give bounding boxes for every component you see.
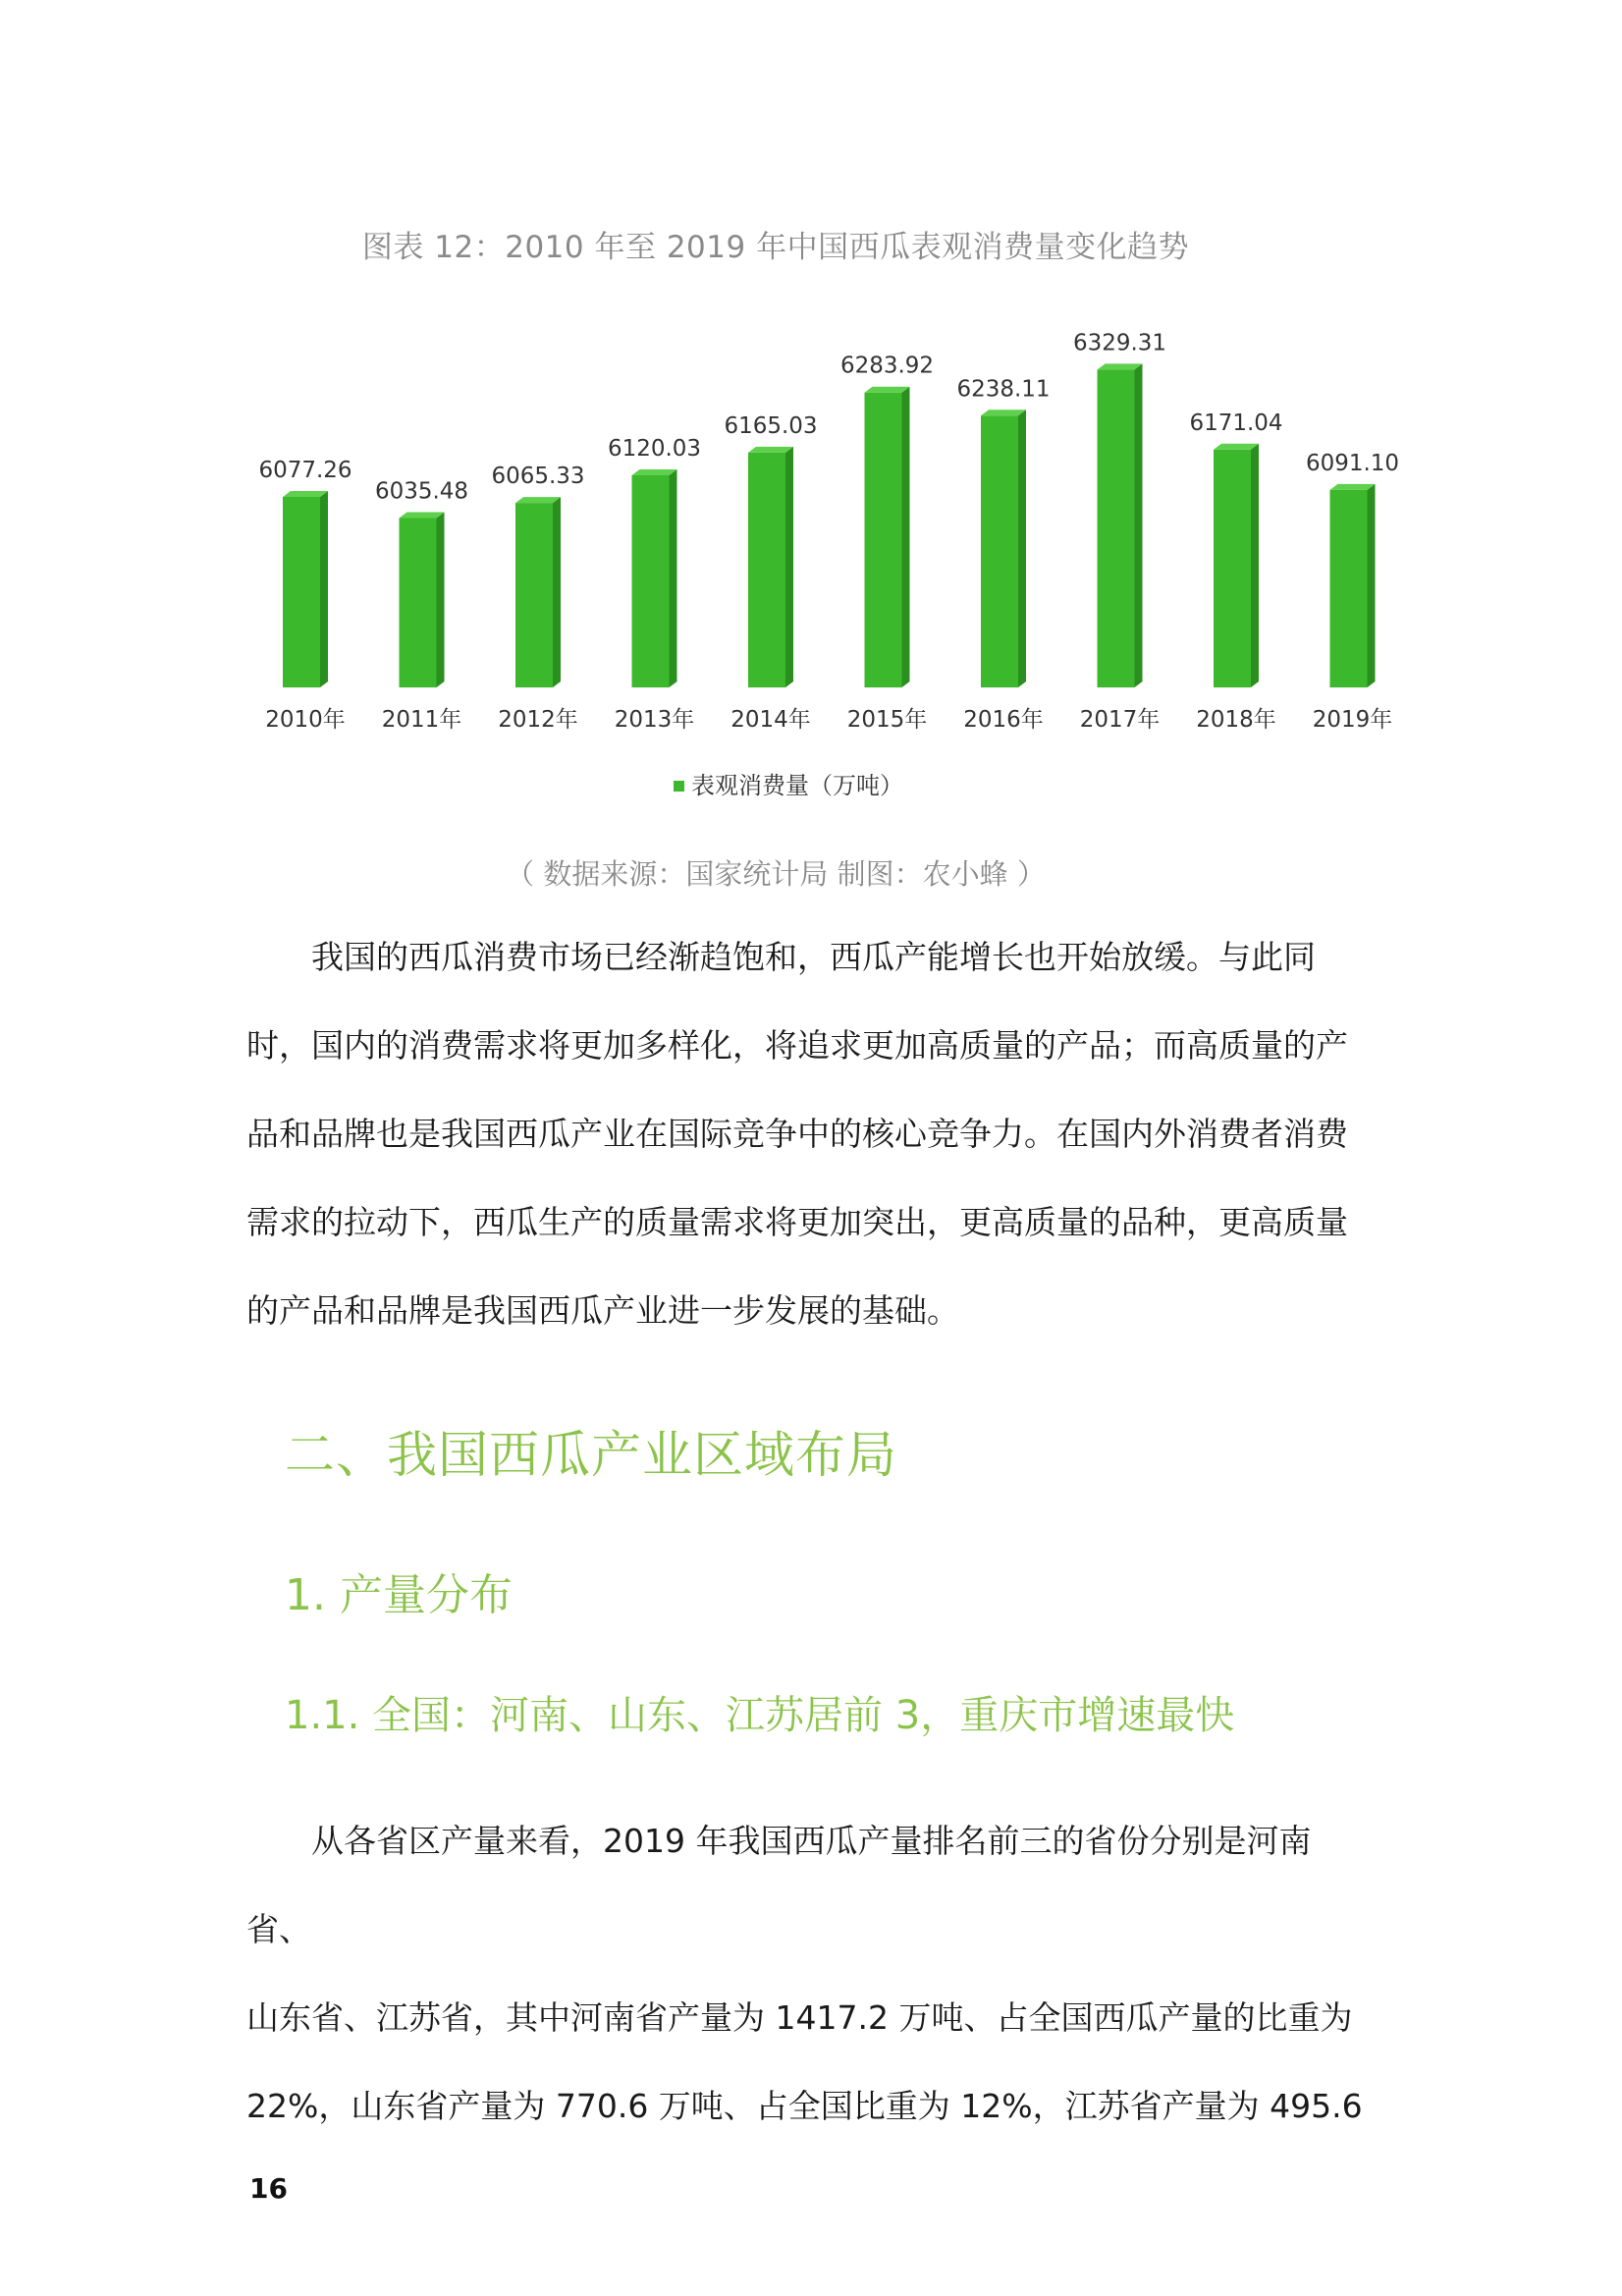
bar-side xyxy=(437,512,445,687)
data-label: 6329.31 xyxy=(1072,330,1167,356)
bar xyxy=(1330,490,1368,687)
x-tick-label: 2017年 xyxy=(1079,707,1161,733)
bar-side xyxy=(320,491,328,687)
bar xyxy=(283,497,320,687)
bar xyxy=(400,518,437,687)
bar-side xyxy=(1251,444,1259,687)
bar-side xyxy=(785,447,793,687)
x-tick-label: 2011年 xyxy=(381,707,462,733)
bar-chart xyxy=(236,295,1414,825)
paragraph-2 xyxy=(246,1797,1376,2151)
bar-top xyxy=(748,447,793,453)
bar-side xyxy=(553,497,561,687)
chart-legend xyxy=(674,772,903,799)
bar xyxy=(865,393,902,687)
bar-top xyxy=(981,410,1026,415)
legend-label: 表观消费量（万吨） xyxy=(691,772,903,799)
bar-top xyxy=(1098,363,1143,369)
bar-top xyxy=(632,469,677,475)
paragraph-line: 从各省区产量来看，2019 年我国西瓜产量排名前三的省份分别是河南省、 xyxy=(246,1822,1312,1948)
paragraph-line: 品和品牌也是我国西瓜产业在国际竞争中的核心竞争力。在国内外消费者消费 xyxy=(246,1115,1348,1153)
x-tick-label: 2010年 xyxy=(265,707,346,733)
bar xyxy=(632,475,670,687)
bar-side xyxy=(670,469,677,687)
data-label: 6077.26 xyxy=(258,457,352,483)
data-label: 6238.11 xyxy=(956,376,1051,403)
paragraph-line: 时，国内的消费需求将更加多样化，将追求更加高质量的产品；而高质量的产 xyxy=(246,1026,1348,1065)
legend-swatch xyxy=(674,781,684,792)
x-tick-label: 2019年 xyxy=(1312,707,1393,733)
data-label: 6065.33 xyxy=(491,464,585,490)
bar-side xyxy=(1368,484,1376,687)
bar xyxy=(515,503,553,687)
x-tick-label: 2013年 xyxy=(614,707,695,733)
bars-group xyxy=(258,330,1399,733)
x-tick-label: 2012年 xyxy=(498,707,578,733)
data-label: 6165.03 xyxy=(724,412,818,439)
page-number: 16 xyxy=(249,2172,288,2205)
bar-top xyxy=(283,491,328,497)
bar xyxy=(748,453,785,687)
source-note: （ 数据来源：国家统计局 制图：农小蜂 ） xyxy=(506,857,1046,891)
data-label: 6120.03 xyxy=(607,435,702,462)
data-label: 6283.92 xyxy=(839,353,935,379)
paragraph-1 xyxy=(246,913,1376,1355)
bar-top xyxy=(865,387,910,393)
bar-top xyxy=(515,497,561,503)
bar-top xyxy=(1330,484,1376,490)
paragraph-line: 需求的拉动下，西瓜生产的质量需求将更加突出，更高质量的品种，更高质量 xyxy=(246,1203,1348,1241)
bar-top xyxy=(1214,444,1259,450)
bar xyxy=(1214,450,1251,687)
paragraph-line: 我国的西瓜消费市场已经渐趋饱和，西瓜产能增长也开始放缓。与此同 xyxy=(246,938,1316,976)
subsubsection-heading: 1.1. 全国：河南、山东、江苏居前 3，重庆市增速最快 xyxy=(285,1693,1235,1738)
paragraph-line: 22%，山东省产量为 770.6 万吨、占全国比重为 12%，江苏省产量为 495.6 xyxy=(246,2087,1363,2125)
paragraph-line: 山东省、江苏省，其中河南省产量为 1417.2 万吨、占全国西瓜产量的比重为 xyxy=(246,1998,1353,2037)
data-label: 6091.10 xyxy=(1305,450,1400,476)
bar-side xyxy=(902,387,910,687)
x-tick-label: 2018年 xyxy=(1196,707,1276,733)
paragraph-line: 的产品和品牌是我国西瓜产业进一步发展的基础。 xyxy=(246,1291,959,1330)
x-tick-label: 2015年 xyxy=(846,707,928,733)
subsection-heading: 1. 产量分布 xyxy=(285,1570,513,1620)
bar xyxy=(981,415,1018,687)
section-heading: 二、我国西瓜产业区域布局 xyxy=(285,1427,898,1485)
bar xyxy=(1098,369,1135,687)
x-tick-label: 2014年 xyxy=(730,707,811,733)
bar-top xyxy=(400,512,445,518)
x-tick-label: 2016年 xyxy=(963,707,1044,733)
bar-side xyxy=(1135,363,1143,687)
figure-title: 图表 12：2010 年至 2019 年中国西瓜表观消费量变化趋势 xyxy=(361,230,1190,265)
data-label: 6035.48 xyxy=(374,478,469,505)
bar-side xyxy=(1018,410,1026,687)
data-label: 6171.04 xyxy=(1189,410,1283,436)
